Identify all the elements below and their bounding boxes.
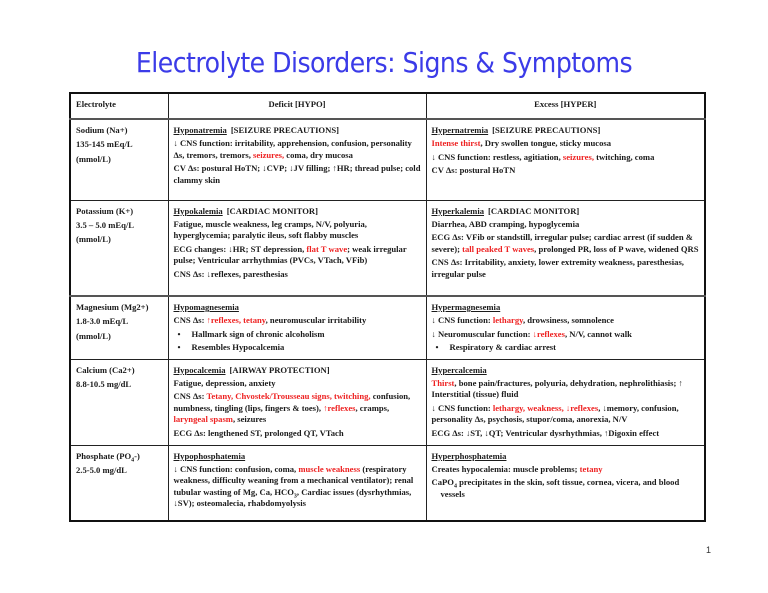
symptom-text: ECG Δs: VFib or standstill, irregular pulse; cardiac arrest (if sudden & severe); <box>431 232 693 254</box>
table-header-row <box>70 93 705 119</box>
symptom-text: twitching, coma <box>593 151 655 162</box>
hyper-cell <box>426 445 705 521</box>
key-symptom: Tetany, Chvostek/Trousseau signs, twitching, <box>206 391 371 402</box>
key-symptom: flat T wave <box>306 243 348 254</box>
condition-heading: Hypokalemia <box>173 205 223 216</box>
electrolyte-cell <box>70 359 168 445</box>
hypo-cell <box>168 119 426 200</box>
key-symptom: muscle weakness <box>298 463 361 474</box>
bullet-icon: • <box>177 328 181 339</box>
hyper-cell <box>426 119 705 200</box>
symptom-line <box>432 403 700 426</box>
electrolyte-name: Phosphate $(PO_4-)$ <box>76 450 140 464</box>
electrolyte-name: Magnesium (Mg2+) <box>76 302 149 312</box>
symptom-text: , seizures <box>232 414 267 425</box>
symptom-line: ECG Δs: ↓ST, ↓QT; Ventricular dysrhythmias, ↑Digoxin effect <box>431 427 660 438</box>
symptom-line <box>432 378 700 401</box>
key-symptom: ↑reflexes, tetany <box>206 315 266 326</box>
bullet-text: Hallmark sign of chronic alcoholism <box>191 328 325 339</box>
key-symptom: ↓reflexes <box>532 328 565 339</box>
table-row-sodium <box>70 119 705 200</box>
table-row-potassium <box>70 200 705 296</box>
symptom-text: , neuromuscular irritability <box>265 315 367 326</box>
electrolyte-unit: (mmol/L) <box>76 330 111 341</box>
symptom-text: ECG changes: ↓HR; ST depression, <box>173 243 307 254</box>
condition-heading: Hypomagnesemia <box>173 302 239 312</box>
bullet-text: Respiratory & cardiac arrest <box>449 342 557 353</box>
precaution-tag: [AIRWAY PROTECTION] <box>229 364 330 375</box>
electrolyte-range: 2.5-5.0 mg/dL <box>76 464 127 475</box>
symptom-text: , Cardiac issues (dysrhythmias, ↓SV); osteomalecia, rhabdomyolysis <box>173 486 412 509</box>
symptom-text: precipitates in the skin, soft tissue, cornea, vicera, and blood vessels <box>440 477 680 499</box>
symptom-text: ↓ CNS function: restless, agitiation, <box>431 151 563 162</box>
symptom-line: CNS Δs: ↓reflexes, paresthesias <box>173 268 288 279</box>
table-row-calcium <box>70 359 705 445</box>
symptom-line: ECG Δs: lengthened ST, prolonged QT, VTach <box>173 427 344 438</box>
bullet-icon: • <box>435 342 439 353</box>
key-symptom: seizures, <box>253 149 285 160</box>
condition-heading: Hypophosphatemia <box>173 450 246 461</box>
symptom-text: , prolonged PR, loss of P wave, widened QRS <box>534 243 699 254</box>
symptom-text: , bone pain/fractures, polyuria, dehydration, nephrolithiasis; ↑ Interstitial (tissue) fluid <box>431 377 683 400</box>
electrolyte-name: Calcium (Ca2+) <box>76 364 135 375</box>
symptom-line <box>432 232 700 255</box>
electrolyte-range: 8.8-10.5 mg/dL <box>76 378 132 389</box>
symptom-text: ↓ CNS function: irritability, apprehension, confusion, personality Δs, tremors, tremors, <box>173 138 412 160</box>
key-symptom: lethargy <box>492 315 523 326</box>
bullet-item <box>174 342 421 353</box>
key-symptom: seizures, <box>562 151 594 162</box>
electrolyte-table <box>69 92 706 522</box>
symptom-line <box>174 315 421 326</box>
electrolyte-range: 135-145 mEq/L <box>76 139 133 150</box>
symptom-text: , ↓memory, confusion, personality Δs, psychosis, stupor/coma, anorexia, N/V <box>431 402 679 425</box>
hyper-cell <box>426 200 705 296</box>
symptom-text: , drowsiness, somnolence <box>522 315 614 326</box>
symptom-text: (respiratory weakness, difficulty weaning from a mechanical ventilator); renal tubular wasting of Mg, Ca, HCO <box>173 463 414 497</box>
electrolyte-cell <box>70 296 168 359</box>
symptom-line: CV Δs: postural HoTN; ↓CVP; ↓JV filling; ↑HR; thread pulse; cold clammy skin <box>173 163 421 185</box>
symptom-text: ↓ CNS function: confusion, coma, <box>173 463 299 474</box>
bullet-icon: • <box>177 342 181 353</box>
symptom-text: , Dry swollen tongue, sticky mucosa <box>480 138 612 149</box>
symptom-line: Fatigue, depression, anxiety <box>173 377 276 388</box>
condition-heading: Hypermagnesemia <box>431 302 501 312</box>
key-symptom: tall peaked T waves <box>462 243 535 254</box>
electrolyte-unit: (mmol/L) <box>76 153 111 164</box>
symptom-text: , cramps, <box>355 402 390 413</box>
page-number: 1 <box>706 545 712 555</box>
symptom-line: CV Δs: postural HoTN <box>431 165 516 176</box>
header-electrolyte: Electrolyte <box>70 93 168 119</box>
symptom-line <box>432 138 700 149</box>
precaution-tag: [SEIZURE PRECAUTIONS] <box>492 125 601 135</box>
electrolyte-unit: (mmol/L) <box>76 234 111 245</box>
bullet-item <box>174 329 421 340</box>
condition-heading: Hypernatremia <box>431 125 489 135</box>
symptom-line: ↓ CNS function: confusion, coma, muscle weakness (respiratory weakness, difficulty weaning from a mechanical ventilator); renal tubular wasting of Mg, Ca, $HCO_3$, Cardiac issues (dysrhythmias, ↓SV); osteomalecia, rhabdomyolysis <box>173 463 414 509</box>
symptom-text: ↓ CNS function: <box>431 315 493 326</box>
key-symptom: tetany <box>579 463 603 474</box>
electrolyte-cell <box>70 200 168 296</box>
hyper-cell <box>426 359 705 445</box>
precaution-tag: [CARDIAC MONITOR] <box>226 205 318 216</box>
table-row-magnesium <box>70 296 705 359</box>
symptom-text: , N/V, cannot walk <box>564 328 632 339</box>
electrolyte-name: Potassium (K+) <box>76 205 134 216</box>
hypo-cell <box>168 445 426 521</box>
symptom-text: CaPO <box>431 477 454 488</box>
electrolyte-cell <box>70 445 168 521</box>
symptom-line: Diarrhea, ABD cramping, hypoglycemia <box>431 218 580 229</box>
condition-heading: Hyperkalemia <box>431 205 485 216</box>
electrolyte-cell <box>70 119 168 200</box>
symptom-line <box>174 138 421 161</box>
symptom-line: CNS Δs: Irritability, anxiety, lower extremity weakness, paresthesias, irregular pulse <box>431 257 684 279</box>
key-symptom: Thirst <box>431 377 455 388</box>
symptom-text: ↓ CNS function: <box>431 402 493 413</box>
symptom-text: ; weak irregular pulse; Ventricular arrhythmias (PVCs, VTach, VFib) <box>173 243 407 266</box>
hypo-cell <box>168 359 426 445</box>
symptom-text: coma, dry mucosa <box>284 149 353 160</box>
key-symptom: lethargy, weakness, ↓reflexes <box>492 402 599 413</box>
symptom-line <box>174 391 421 425</box>
key-symptom: ↑reflexes <box>323 402 356 413</box>
condition-heading: Hyperphosphatemia <box>431 450 507 461</box>
condition-heading: Hyponatremia <box>173 125 227 135</box>
symptom-line <box>432 152 700 163</box>
precaution-tag: [CARDIAC MONITOR] <box>488 205 580 216</box>
key-symptom: laryngeal spasm <box>173 414 233 425</box>
header-excess: Excess [HYPER] <box>426 93 705 119</box>
header-deficit: Deficit [HYPO] <box>168 93 426 119</box>
table-row-phosphate <box>70 445 705 521</box>
key-symptom: Intense thirst <box>431 138 481 149</box>
hypo-cell <box>168 200 426 296</box>
symptom-text: CNS Δs: <box>173 315 207 326</box>
symptom-text: CNS Δs: <box>173 391 207 402</box>
symptom-line <box>174 244 421 267</box>
symptom-line <box>432 464 700 475</box>
hypo-cell <box>168 296 426 359</box>
bullet-item <box>432 342 700 353</box>
electrolyte-range: 1.8-3.0 mEq/L <box>76 316 129 327</box>
bullet-text: Resembles Hypocalcemia <box>191 342 285 353</box>
symptom-text: confusion, numbness, tingling (lips, fingers & toes), <box>173 391 411 413</box>
precaution-tag: [SEIZURE PRECAUTIONS] <box>230 125 339 135</box>
condition-heading: Hypercalcemia <box>431 364 487 375</box>
electrolyte-name: Sodium (Na+) <box>76 125 128 135</box>
symptom-line <box>432 315 700 326</box>
symptom-text: ↓ Neuromuscular function: <box>431 328 533 339</box>
page-title: Electrolyte Disorders: Signs & Symptoms <box>135 46 633 79</box>
symptom-text: Creates hypocalemia: muscle problems; <box>431 463 580 474</box>
symptom-line <box>432 329 700 340</box>
symptom-line: Fatigue, muscle weakness, leg cramps, N/V, polyuria, hyperglycemia; paralytic ileus, soft flabby muscles <box>173 218 367 241</box>
hyper-cell <box>426 296 705 359</box>
symptom-line: CaPO$_4$ precipitates in the skin, soft tissue, cornea, vicera, and blood vessels <box>431 477 680 499</box>
electrolyte-range: 3.5 – 5.0 mEq/L <box>76 219 135 230</box>
condition-heading: Hypocalcemia <box>173 364 226 375</box>
